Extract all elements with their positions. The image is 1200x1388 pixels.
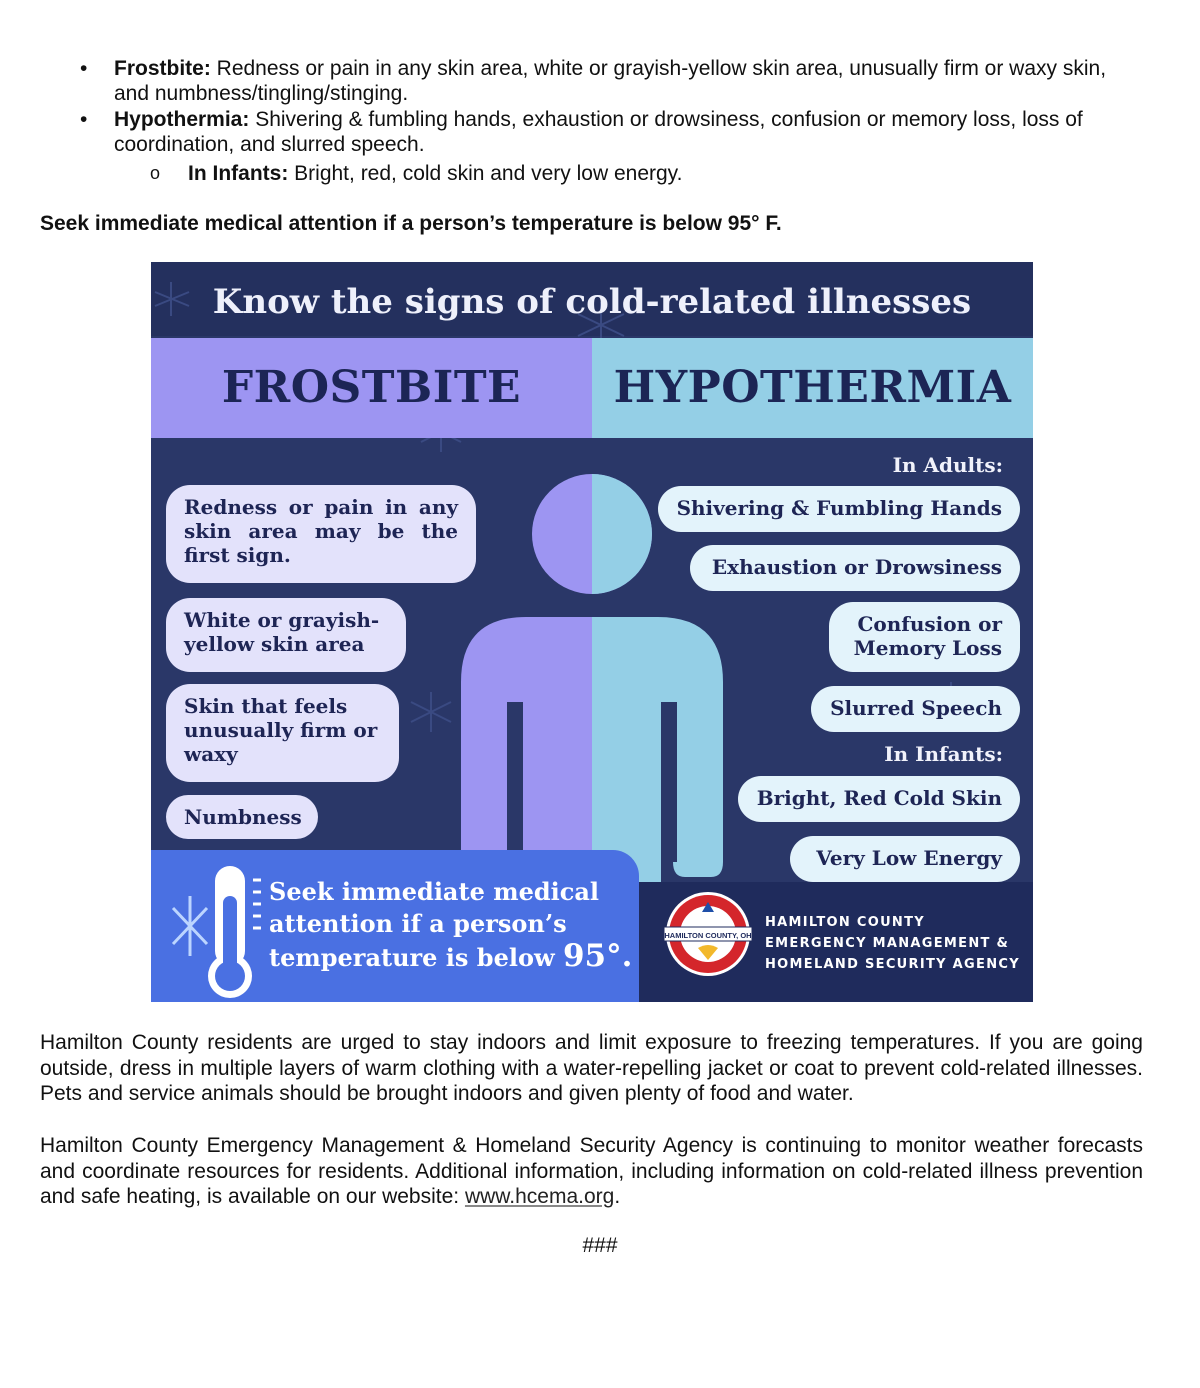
thermometer-icon	[165, 856, 275, 1002]
agency-line: HAMILTON COUNTY	[765, 915, 925, 930]
agency-line: HOMELAND SECURITY AGENCY	[765, 957, 1020, 972]
symptom-list	[80, 56, 1145, 158]
alert-text-body: Seek immediate medical attention if a person’s temperature is below	[269, 877, 600, 972]
end-mark: ###	[582, 1234, 618, 1257]
hypothermia-sign: Very Low Energy	[790, 836, 1020, 882]
cold-illness-infographic	[151, 262, 1033, 1002]
frostbite-text: Redness or pain in any skin area, white or grayish-yellow skin area, unusually firm or waxy skin, and numbness/tingling/stinging.	[114, 57, 1107, 105]
seal-band-text: HAMILTON COUNTY, OH	[664, 931, 752, 940]
website-link[interactable]: www.hcema.org	[464, 1185, 615, 1208]
infants-label: In Infants:	[884, 742, 1003, 766]
infants-term: In Infants:	[188, 162, 289, 185]
hypothermia-text: Shivering & fumbling hands, exhaustion or drowsiness, confusion or memory loss, loss of coordination, and slurred speech.	[114, 108, 1083, 156]
hypothermia-sign: Shivering & Fumbling Hands	[658, 486, 1020, 532]
bullet-dot: •	[80, 57, 88, 80]
hypothermia-sign: Exhaustion or Drowsiness	[690, 545, 1020, 591]
infants-subbullet	[150, 161, 682, 186]
hypothermia-heading: HYPOTHERMIA	[592, 338, 1033, 438]
sub-bullet-marker: o	[150, 163, 161, 183]
hypothermia-sign: Slurred Speech	[811, 686, 1020, 732]
advice-paragraph: Hamilton County residents are urged to stay indoors and limit exposure to freezing temperatures. If you are going outside, dress in multiple layers of warm clothing with a water-repelling jacket or coat to prevent cold-related illnesses. Pets and service animals should be brought indoors and given plenty of food and water.	[40, 1031, 1143, 1105]
adults-label: In Adults:	[892, 453, 1003, 477]
frostbite-term: Frostbite:	[114, 57, 211, 80]
agency-paragraph	[40, 1133, 1143, 1210]
frostbite-sign: Skin that feels unusually firm or waxy	[166, 684, 399, 782]
agency-paragraph-text: Hamilton County Emergency Management & Homeland Security Agency is continuing to monitor weather forecasts and coordinate resources for residents. Additional information, including information on cold-related illness prevention and safe heating, is available on our website:	[40, 1134, 1143, 1208]
agency-seal-logo	[664, 890, 752, 978]
temperature-warning: Seek immediate medical attention if a person’s temperature is below 95° F.	[40, 212, 782, 235]
bullet-dot: •	[80, 108, 88, 131]
hypothermia-sign: Confusion or Memory Loss	[829, 602, 1020, 672]
hypothermia-sign: Bright, Red Cold Skin	[738, 776, 1020, 822]
alert-temperature: 95°.	[562, 938, 633, 974]
agency-name	[765, 912, 1020, 975]
frostbite-heading: FROSTBITE	[151, 338, 592, 438]
paragraph-end: .	[614, 1185, 621, 1208]
frostbite-sign: White or grayish-yellow skin area	[166, 598, 406, 672]
frostbite-sign: Numbness	[166, 795, 318, 839]
medical-alert-text	[269, 876, 639, 974]
medical-alert-box	[151, 850, 639, 1002]
infants-text: Bright, red, cold skin and very low energy.	[288, 162, 683, 185]
agency-line: EMERGENCY MANAGEMENT &	[765, 936, 1010, 951]
infographic-title: Know the signs of cold-related illnesses	[212, 282, 972, 322]
hypothermia-bullet	[80, 107, 1145, 157]
hypothermia-term: Hypothermia:	[114, 108, 250, 131]
frostbite-sign: Redness or pain in any skin area may be the first sign.	[166, 485, 476, 583]
frostbite-bullet	[80, 56, 1145, 106]
